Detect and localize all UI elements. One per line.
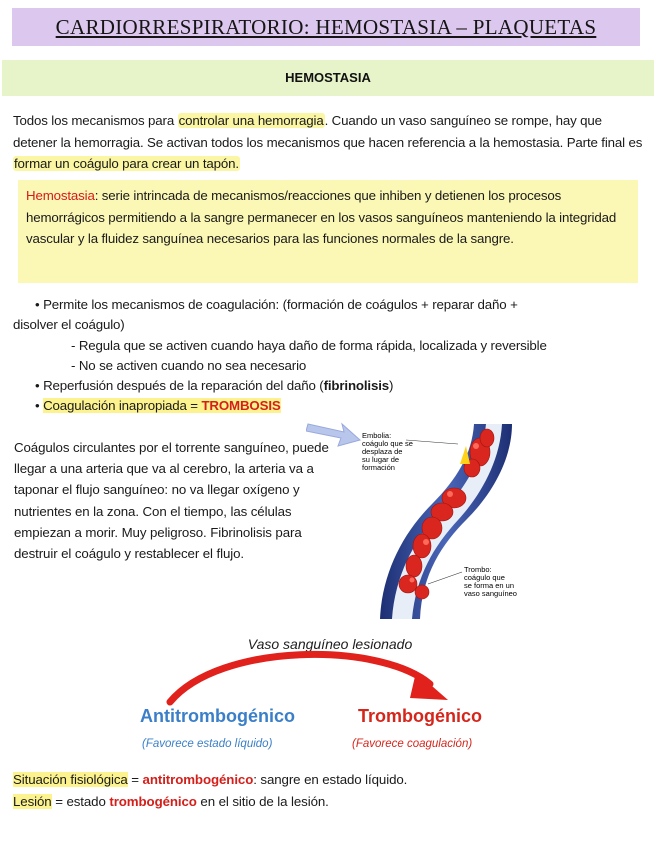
hemostasis-balance-diagram — [130, 632, 530, 762]
list-item-text: Coagulación inapropiada = — [43, 398, 202, 414]
embolia-label-line: coágulo que se — [362, 439, 413, 448]
list-item-text: ) — [389, 378, 394, 394]
embolia-label-line: su lugar de — [362, 455, 400, 464]
trombo-label-line: se forma en un — [464, 581, 515, 590]
trombo-label-line: Trombo: — [464, 565, 492, 574]
definition-box — [18, 180, 638, 283]
list-item-text: Reperfusión después de la reparación del daño ( — [43, 378, 324, 394]
trombo-label-line: vaso sanguíneo — [464, 589, 517, 598]
page-title: CARDIORRESPIRATORIO: HEMOSTASIA – PLAQUETAS — [12, 8, 640, 46]
summary-highlight: Situación fisiológica — [13, 772, 128, 787]
intro-text-1: Todos los mecanismos para — [13, 113, 178, 128]
intro-highlight-1: controlar una hemorragia — [178, 113, 324, 128]
definition-text: : serie intrincada de mecanismos/reacciones que inhiben y detienen los procesos hemorrágicos permitiendo a la sangre permanecer en los vasos sanguíneos manteniendo la integridad vascular y la fluidez sanguínea necesarios para las funciones normales de la sangre. — [26, 188, 617, 246]
summary-text: = — [127, 772, 143, 787]
embolia-label-line: formación — [362, 463, 395, 472]
trombosis-highlight — [43, 398, 281, 413]
embolia-label — [362, 431, 415, 472]
list-item-continuation: disolver el coágulo) — [13, 317, 125, 333]
trombosis-label: TROMBOSIS — [201, 398, 281, 414]
clot-paragraph: Coágulos circulantes por el torrente sanguíneo, puede llegar a una arteria que va al cerebro, la arteria va a taponar el flujo sanguíneo: no va llegar oxígeno y nutrientes en la zona. Con el tiempo, las células empiezan a morir. Muy peligroso. Fibrinolisis para destruir el coágulo y restablecer el flujo. — [14, 440, 329, 562]
antithrombogenic-subtitle: (Favorece estado líquido) — [142, 738, 273, 750]
summary-red-term: trombogénico — [109, 794, 197, 809]
trombo-label-line: coágulo que — [464, 573, 505, 582]
embolia-label-line: desplaza de — [362, 447, 403, 456]
summary-red-term: antitrombogénico — [142, 772, 254, 787]
summary-line — [13, 791, 643, 813]
summary-text: = estado — [51, 794, 110, 809]
embolia-label-line: Embolia: — [362, 431, 392, 440]
sub-list-item: - Regula que se activen cuando haya daño de forma rápida, localizada y reversible — [71, 337, 547, 353]
thrombogenic-label: Trombogénico — [358, 706, 483, 726]
intro-paragraph — [13, 110, 643, 175]
summary-text: en el sitio de la lesión. — [196, 794, 329, 809]
summary-lines — [13, 769, 643, 813]
section-heading: HEMOSTASIA — [2, 60, 654, 96]
intro-text-2: . Cuando un vaso sanguíneo se rompe, hay que detener la hemorragia. Se activan todos los mecanismos que hacen referencia a la hemostasia. Parte final es — [13, 113, 643, 150]
curved-arrow-icon — [130, 632, 530, 712]
list-item: • Reperfusión después de la reparación del daño (fibrinolisis) — [35, 378, 394, 394]
summary-text: : sangre en estado líquido. — [253, 772, 408, 787]
antithrombogenic-label: Antitrombogénico — [140, 706, 295, 726]
intro-highlight-2: formar un coágulo para crear un tapón. — [14, 156, 239, 171]
thrombogenic-subtitle: (Favorece coagulación) — [352, 738, 473, 750]
list-item: • Coagulación inapropiada = TROMBOSIS — [35, 398, 281, 414]
list-item-text: Permite los mecanismos de coagulación: (formación de coágulos + reparar daño + — [43, 297, 518, 312]
bullet-list — [13, 295, 648, 417]
pointer-arrow-icon — [306, 418, 362, 452]
trombo-label — [464, 565, 517, 598]
definition-term: Hemostasia — [26, 188, 95, 203]
blood-vessel-illustration — [362, 424, 532, 624]
diagram-title: Vaso sanguíneo lesionado — [247, 636, 413, 652]
list-item-bold: fibrinolisis — [323, 378, 390, 394]
list-item: • Permite los mecanismos de coagulación: (formación de coágulos + reparar daño + — [35, 297, 518, 312]
summary-highlight: Lesión — [13, 794, 52, 809]
summary-line — [13, 769, 643, 791]
sub-list-item: - No se activen cuando no sea necesario — [71, 357, 307, 373]
